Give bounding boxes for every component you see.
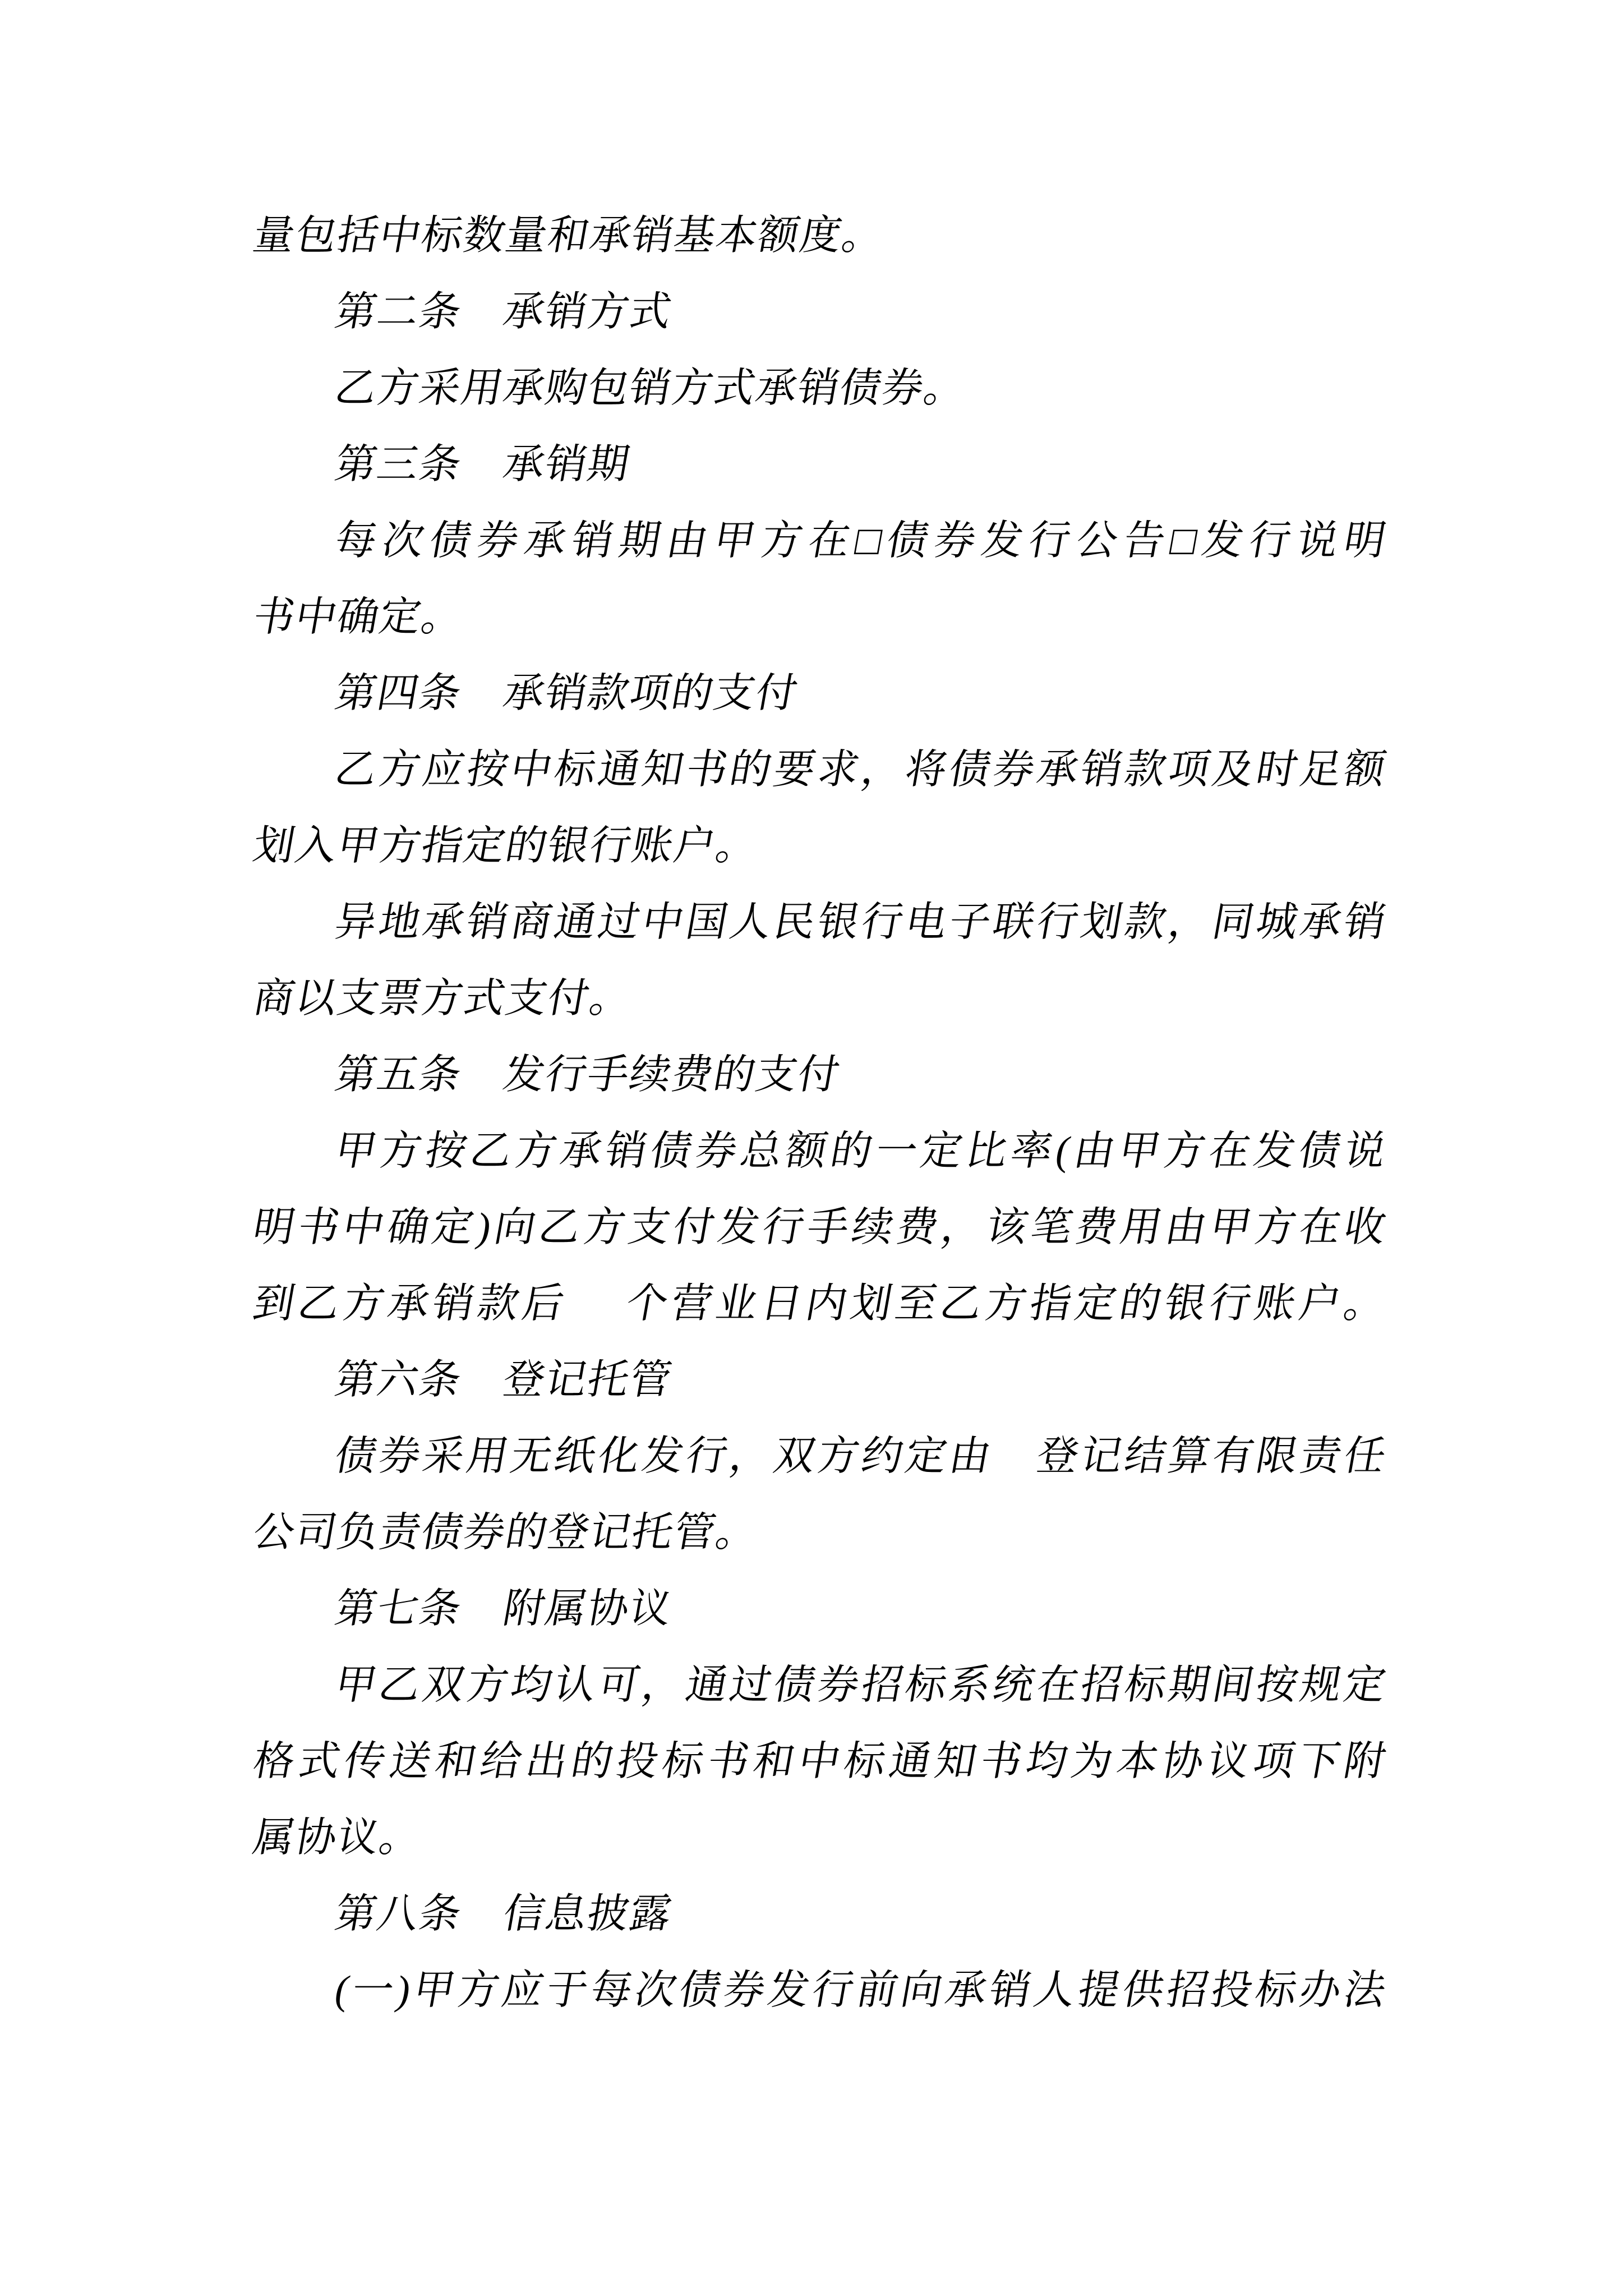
text-line: 债券采用无纸化发行，双方约定由 登记结算有限责任 bbox=[331, 1433, 1391, 1479]
text-line: 格式传送和给出的投标书和中标通知书均为本协议项下附 bbox=[250, 1738, 1391, 1784]
text-line: 第六条 登记托管 bbox=[331, 1357, 676, 1402]
text-line: 甲方按乙方承销债券总额的一定比率(由甲方在发债说 bbox=[331, 1128, 1391, 1174]
text-line: 量包括中标数量和承销基本额度。 bbox=[250, 213, 889, 258]
text-line: 异地承销商通过中国人民银行电子联行划款，同城承销 bbox=[331, 899, 1391, 945]
text-line: 甲乙双方均认可，通过债券招标系统在招标期间按规定 bbox=[331, 1662, 1391, 1708]
text-line: 每次债券承销期由甲方在□债券发行公告□发行说明 bbox=[331, 518, 1391, 563]
text-line: 公司负责债券的登记托管。 bbox=[250, 1510, 763, 1555]
text-line: 书中确定。 bbox=[250, 594, 468, 639]
text-line: 第三条 承销期 bbox=[331, 441, 634, 487]
text-line: 到乙方承销款后 个营业日内划至乙方指定的银行账户。 bbox=[250, 1281, 1391, 1326]
text-line: (一)甲方应于每次债券发行前向承销人提供招投标办法 bbox=[331, 1967, 1391, 2013]
text-line: 第八条 信息披露 bbox=[331, 1891, 676, 1936]
text-line: 第七条 附属协议 bbox=[331, 1586, 676, 1631]
text-line: 划入甲方指定的银行账户。 bbox=[250, 823, 763, 868]
text-line: 乙方采用承购包销方式承销债券。 bbox=[331, 365, 971, 411]
text-line: 属协议。 bbox=[250, 1815, 426, 1860]
text-line: 商以支票方式支付。 bbox=[250, 976, 637, 1021]
text-line: 第四条 承销款项的支付 bbox=[331, 670, 803, 716]
text-line: 第五条 发行手续费的支付 bbox=[331, 1052, 845, 1097]
contract-text-block bbox=[250, 197, 1391, 2028]
text-line: 第二条 承销方式 bbox=[331, 289, 676, 334]
text-line: 乙方应按中标通知书的要求，将债券承销款项及时足额 bbox=[331, 747, 1391, 792]
text-line: 明书中确定)向乙方支付发行手续费，该笔费用由甲方在收 bbox=[250, 1204, 1391, 1250]
